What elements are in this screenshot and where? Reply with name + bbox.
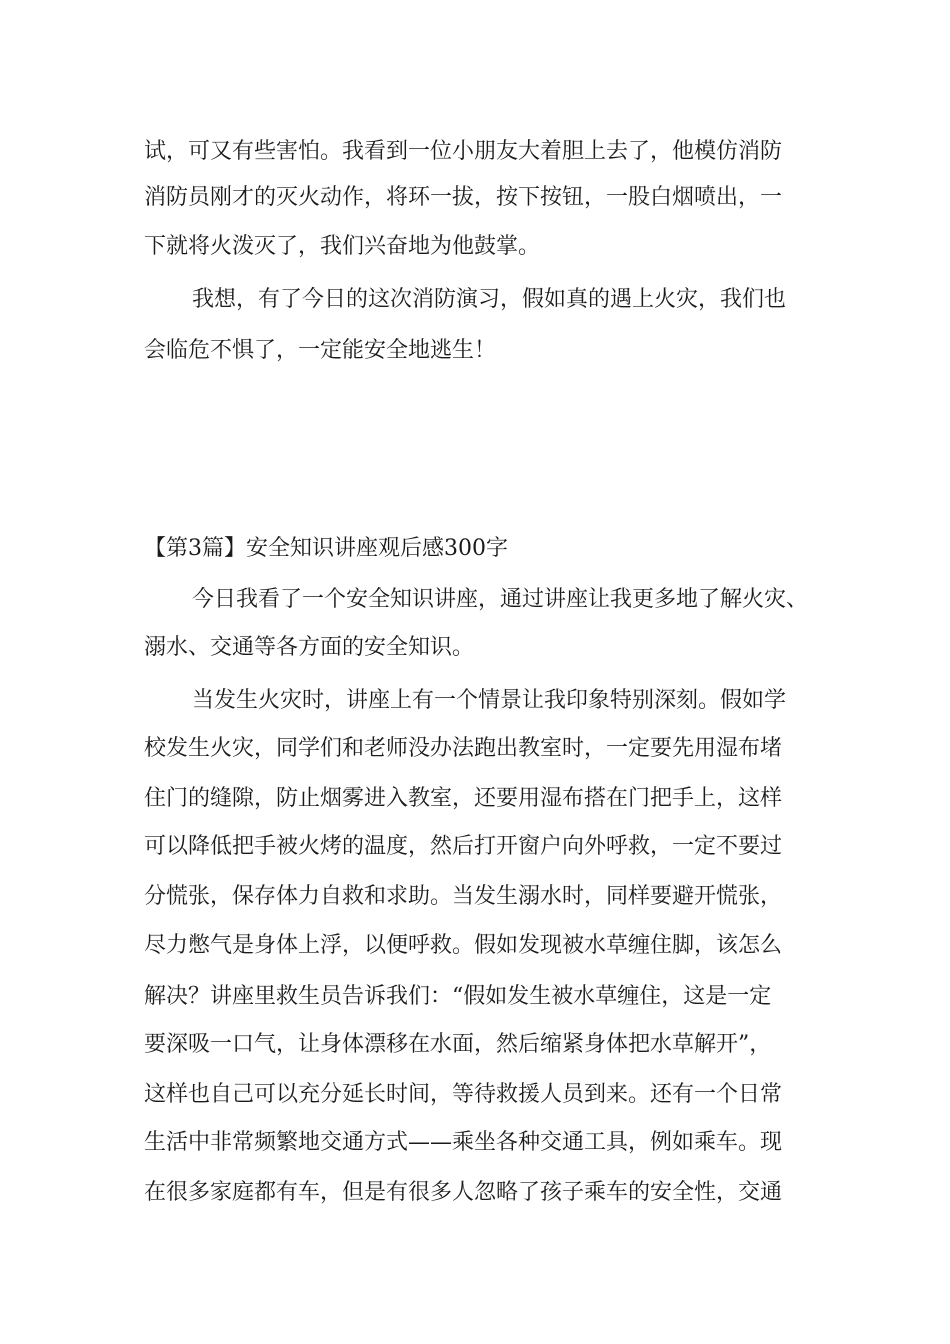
- paragraph-line: 在很多家庭都有车，但是有很多人忽略了孩子乘车的安全性，交通: [144, 1180, 783, 1205]
- paragraph-line: 校发生火灾，同学们和老师没办法跑出教室时，一定要先用湿布堵: [144, 736, 783, 761]
- paragraph-line: 这样也自己可以充分延长时间，等待救援人员到来。还有一个日常: [144, 1082, 783, 1107]
- paragraph-line: 我想，有了今日的这次消防演习，假如真的遇上火灾，我们也: [192, 287, 787, 312]
- section-heading: 【第3篇】安全知识讲座观后感300字: [144, 536, 508, 561]
- paragraph-line: 会临危不惧了，一定能安全地逃生！: [144, 338, 497, 363]
- paragraph-line: 分慌张，保存体力自救和求助。当发生溺水时，同样要避开慌张，: [144, 884, 783, 909]
- paragraph-line: 当发生火灾时，讲座上有一个情景让我印象特别深刻。假如学: [192, 688, 787, 713]
- paragraph-line: 住门的缝隙，防止烟雾进入教室，还要用湿布搭在门把手上，这样: [144, 786, 783, 811]
- paragraph-line: 溺水、交通等各方面的安全知识。: [144, 635, 475, 660]
- paragraph-line: 解决？讲座里救生员告诉我们：“假如发生被水草缠住，这是一定: [144, 984, 772, 1009]
- paragraph-line: 可以降低把手被火烤的温度，然后打开窗户向外呼救，一定不要过: [144, 834, 783, 859]
- paragraph-line: 下就将火泼灭了，我们兴奋地为他鼓掌。: [144, 234, 541, 259]
- paragraph-line: 生活中非常频繁地交通方式——乘坐各种交通工具，例如乘车。现: [144, 1130, 783, 1155]
- paragraph-line: 试，可又有些害怕。我看到一位小朋友大着胆上去了，他模仿消防: [144, 139, 783, 164]
- paragraph-line: 今日我看了一个安全知识讲座，通过讲座让我更多地了解火灾、: [192, 587, 809, 612]
- paragraph-line: 消防员刚才的灭火动作，将环一拔，按下按钮，一股白烟喷出，一: [144, 185, 783, 210]
- paragraph-line: 要深吸一口气，让身体漂移在水面，然后缩紧身体把水草解开”，: [144, 1032, 772, 1057]
- paragraph-line: 尽力憋气是身体上浮，以便呼救。假如发现被水草缠住脚，该怎么: [144, 933, 783, 958]
